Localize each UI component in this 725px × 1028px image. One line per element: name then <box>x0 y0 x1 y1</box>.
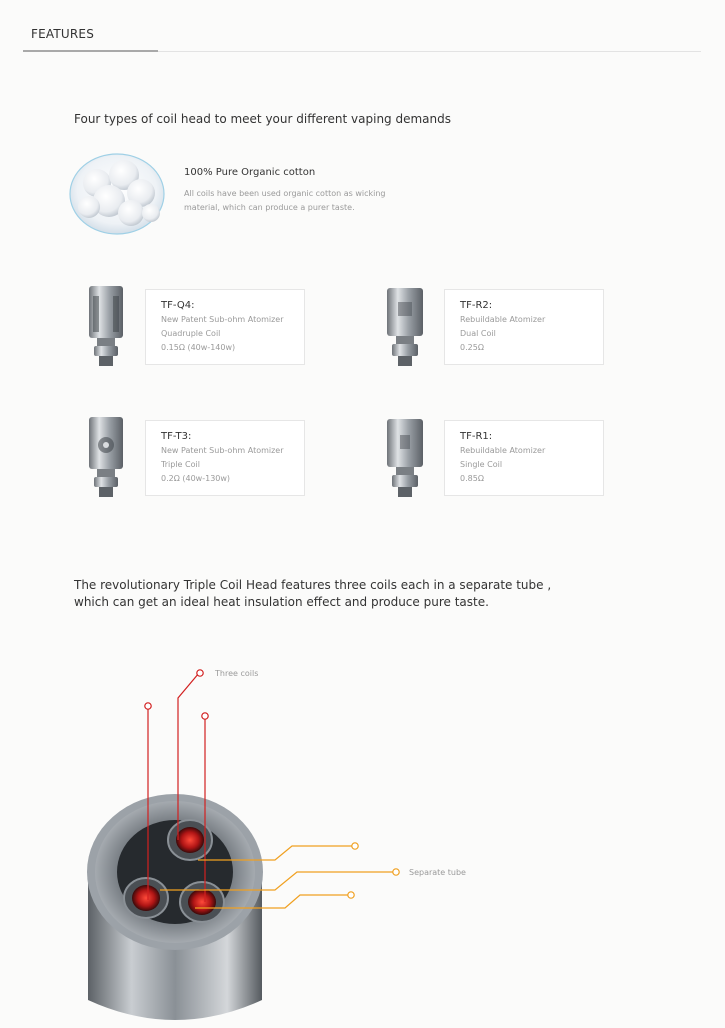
triple-coil-tagline <box>74 577 634 611</box>
coil-r1-image <box>384 415 426 501</box>
coil-card-r2 <box>444 289 604 365</box>
coil-name: TF-R1: <box>460 431 493 442</box>
coil-name: TF-T3: <box>161 431 192 442</box>
coil-type: New Patent Sub-ohm Atomizer <box>161 315 284 324</box>
cotton-image <box>69 153 165 235</box>
coil-config: Single Coil <box>460 460 503 469</box>
coil-type: Rebuildable Atomizer <box>460 446 546 455</box>
triple-coil-diagram <box>0 640 725 1024</box>
tagline-line-2: which can get an ideal heat insulation effect and produce pure taste. <box>74 595 489 609</box>
cotton-description: All coils have been used organic cotton as wicking material, which can produce a purer taste. <box>184 189 386 212</box>
coil-config: Dual Coil <box>460 329 496 338</box>
coil-resistance: 0.25Ω <box>460 343 484 352</box>
coil-q4-image <box>85 284 127 370</box>
coil-card-q4 <box>145 289 305 365</box>
coil-resistance: 0.2Ω (40w-130w) <box>161 474 231 483</box>
coil-name: TF-Q4: <box>161 300 195 311</box>
cotton-title: 100% Pure Organic cotton <box>184 167 316 178</box>
coil-r2-image <box>384 284 426 370</box>
section-header <box>0 0 725 52</box>
coil-config: Triple Coil <box>161 460 200 469</box>
coil-name: TF-R2: <box>460 300 493 311</box>
label-separate-tube: Separate tube <box>409 868 466 877</box>
coil-t3-image <box>85 415 127 501</box>
coil-type: Rebuildable Atomizer <box>460 315 546 324</box>
section-title: FEATURES <box>31 27 95 41</box>
coil-resistance: 0.15Ω (40w-140w) <box>161 343 236 352</box>
coil-type: New Patent Sub-ohm Atomizer <box>161 446 284 455</box>
intro-heading: Four types of coil head to meet your different vaping demands <box>74 112 451 126</box>
coil-card-t3 <box>145 420 305 496</box>
tagline-line-1: The revolutionary Triple Coil Head features three coils each in a separate tube , <box>74 578 552 592</box>
header-active-underline <box>23 50 158 52</box>
coil-resistance: 0.85Ω <box>460 474 484 483</box>
coil-card-r1 <box>444 420 604 496</box>
label-three-coils: Three coils <box>215 669 259 678</box>
coil-head-illustration <box>0 640 725 1024</box>
coil-config: Quadruple Coil <box>161 329 221 338</box>
